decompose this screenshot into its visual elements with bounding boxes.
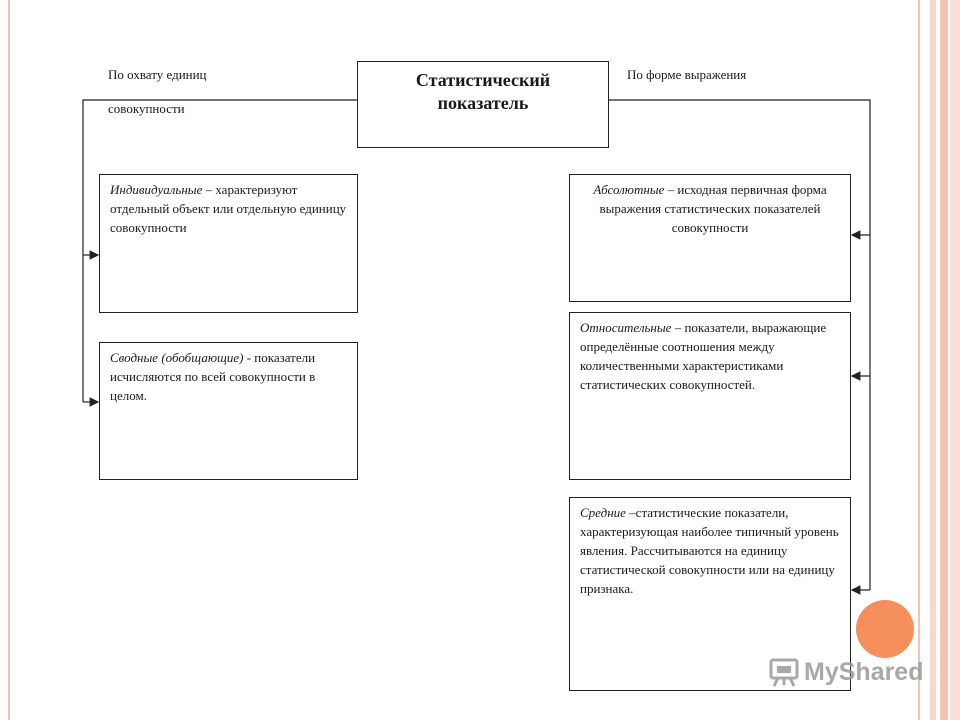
individual-desc: – характеризуют отдельный объект или отдельную единицу совокупности [110,182,347,235]
relative-term: Относительные [580,320,672,335]
right-branch-label: По форме выражения [627,67,747,82]
absolute-term: Абсолютные [593,182,665,197]
average-term: Средние [580,505,626,520]
central-node-line1: Статистический [415,70,551,90]
watermark-text: MyShared [804,657,924,686]
central-node [357,61,609,148]
individual-term: Индивидуальные [110,182,203,197]
relative-desc: – показатели, выражающие определённые соотношения между количественными характеристиками статистических совокупностей. [580,320,827,392]
decorative-orange-circle [856,600,914,658]
left-branch-label-line2: совокупности [108,101,185,116]
summary-term: Сводные (обобщающие) [110,350,244,365]
absolute-desc: – исходная первичная форма выражения статистических показателей совокупности [599,182,827,235]
average-desc: –статистические показатели, характеризующая наиболее типичный уровень явления. Рассчитываются на единицу статистической совокупности или на единицу признака. [580,505,839,596]
left-branch-label-line1: По охвату единиц [108,67,207,82]
watermark-logo [768,654,923,690]
absolute-indicators-box [569,174,851,302]
central-node-line2: показатель [437,93,529,113]
presentation-icon [768,657,800,687]
relative-indicators-box [569,312,851,480]
summary-indicators-box [99,342,358,480]
individual-indicators-box [99,174,358,313]
summary-desc: - показатели исчисляются по всей совокупности в целом. [110,350,316,403]
